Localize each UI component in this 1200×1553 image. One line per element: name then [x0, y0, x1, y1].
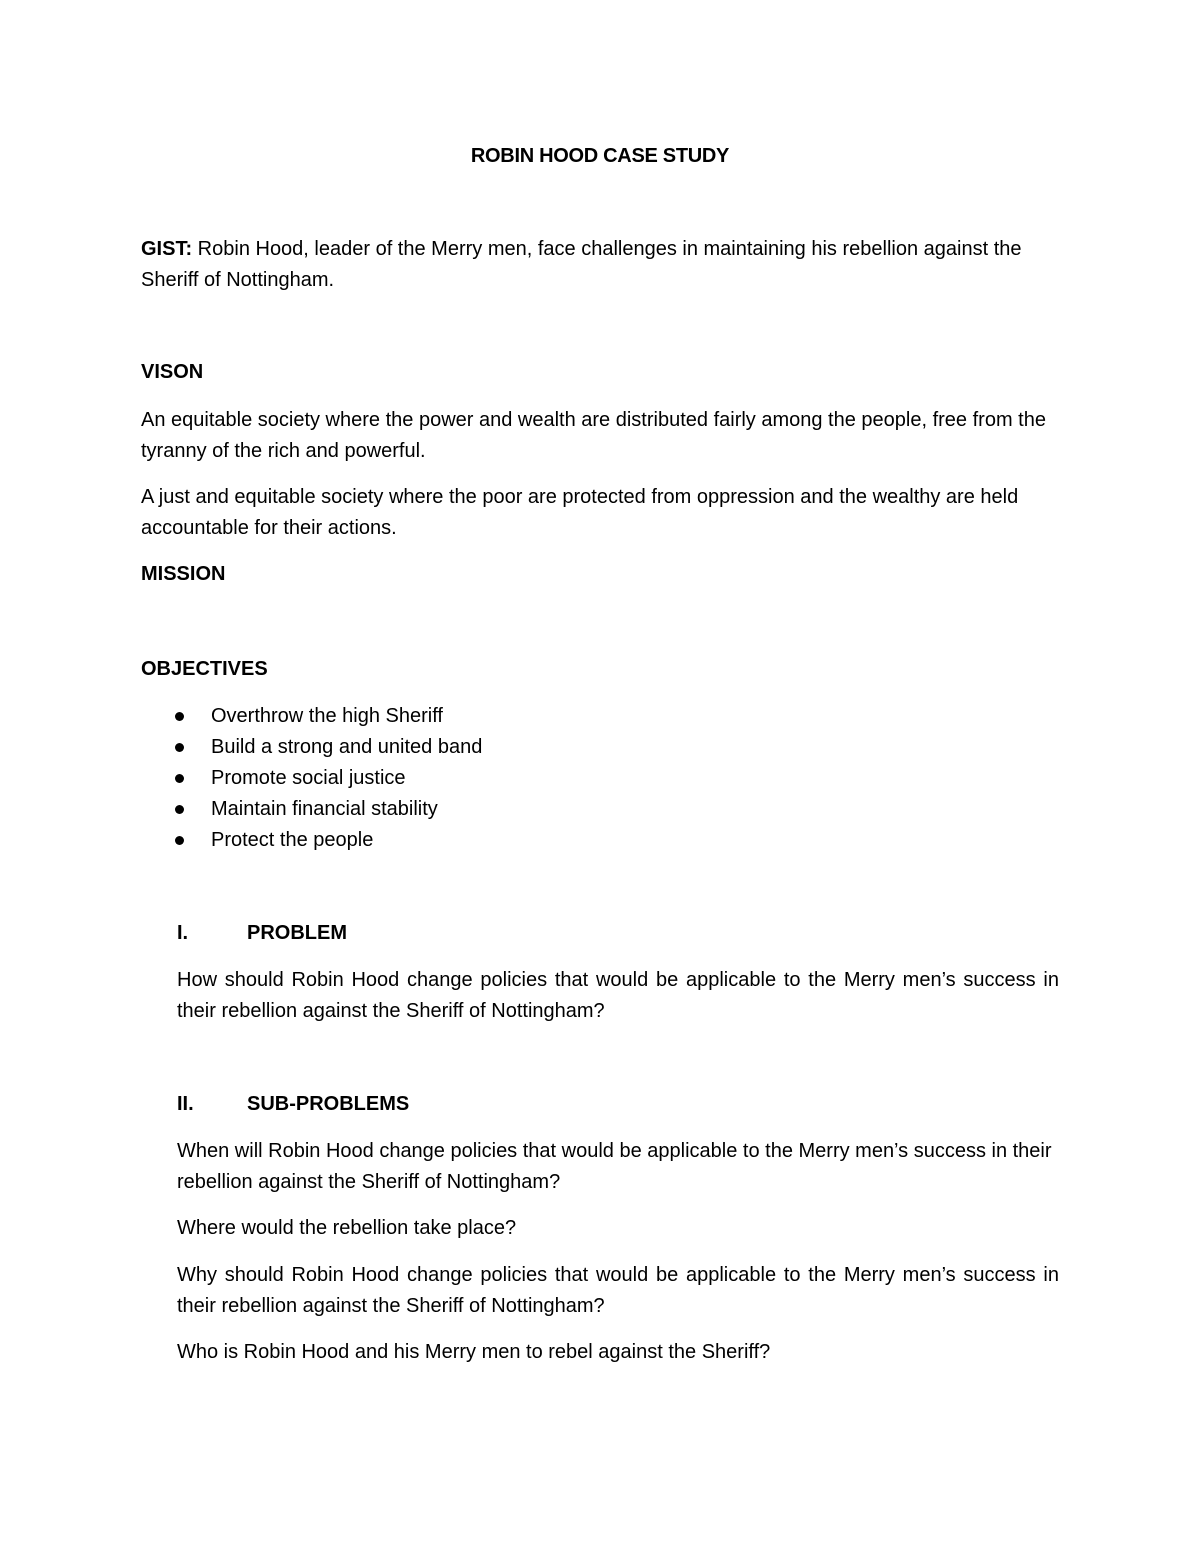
bullet-icon: [175, 805, 184, 814]
bullet-icon: [175, 712, 184, 721]
sub-problems-number: II.: [177, 1093, 194, 1115]
objective-text: Build a strong and united band: [211, 736, 483, 758]
sub-problem-paragraph-3: Why should Robin Hood change policies that would be applicable to the Merry men’s success in their rebellion against the Sheriff of Nottingham?: [177, 1264, 1059, 1317]
gist-label: GIST:: [141, 238, 193, 260]
problem-heading: [177, 918, 347, 949]
sub-problem-paragraph-4: Who is Robin Hood and his Merry men to rebel against the Sheriff?: [177, 1341, 771, 1363]
problem-paragraph: How should Robin Hood change policies that would be applicable to the Merry men’s success in their rebellion against the Sheriff of Nottingham?: [177, 969, 1059, 1022]
document-title: ROBIN HOOD CASE STUDY: [470, 145, 730, 167]
sub-problem-paragraph-2: Where would the rebellion take place?: [177, 1217, 517, 1239]
bullet-icon: [175, 774, 184, 783]
list-item: [141, 794, 482, 825]
problem-number: I.: [177, 922, 189, 944]
bullet-icon: [175, 836, 184, 845]
objective-text: Maintain financial stability: [211, 798, 438, 820]
objectives-list: [141, 701, 482, 856]
vision-heading: VISON: [141, 361, 204, 383]
objective-text: Protect the people: [211, 829, 374, 851]
list-item: [141, 825, 482, 856]
objective-text: Promote social justice: [211, 767, 406, 789]
gist-text: Robin Hood, leader of the Merry men, face challenges in maintaining his rebellion against the Sheriff of Nottingham.: [141, 238, 1022, 291]
problem-heading-text: PROBLEM: [247, 922, 347, 944]
bullet-icon: [175, 743, 184, 752]
gist-paragraph: [141, 234, 1059, 296]
objective-text: Overthrow the high Sheriff: [211, 705, 443, 727]
sub-problems-heading-text: SUB-PROBLEMS: [247, 1093, 410, 1115]
list-item: [141, 732, 482, 763]
vision-paragraph-2: A just and equitable society where the poor are protected from oppression and the wealthy are held accountable for their actions.: [141, 486, 1019, 539]
vision-paragraph-1: An equitable society where the power and wealth are distributed fairly among the people, free from the tyranny of the rich and powerful.: [141, 409, 1046, 462]
sub-problem-paragraph-1: When will Robin Hood change policies that would be applicable to the Merry men’s success in their rebellion against the Sheriff of Nottingham?: [177, 1140, 1052, 1193]
mission-heading: MISSION: [141, 563, 226, 585]
list-item: [141, 763, 482, 794]
sub-problems-heading: [177, 1089, 409, 1120]
objectives-heading: OBJECTIVES: [141, 658, 268, 680]
list-item: [141, 701, 482, 732]
